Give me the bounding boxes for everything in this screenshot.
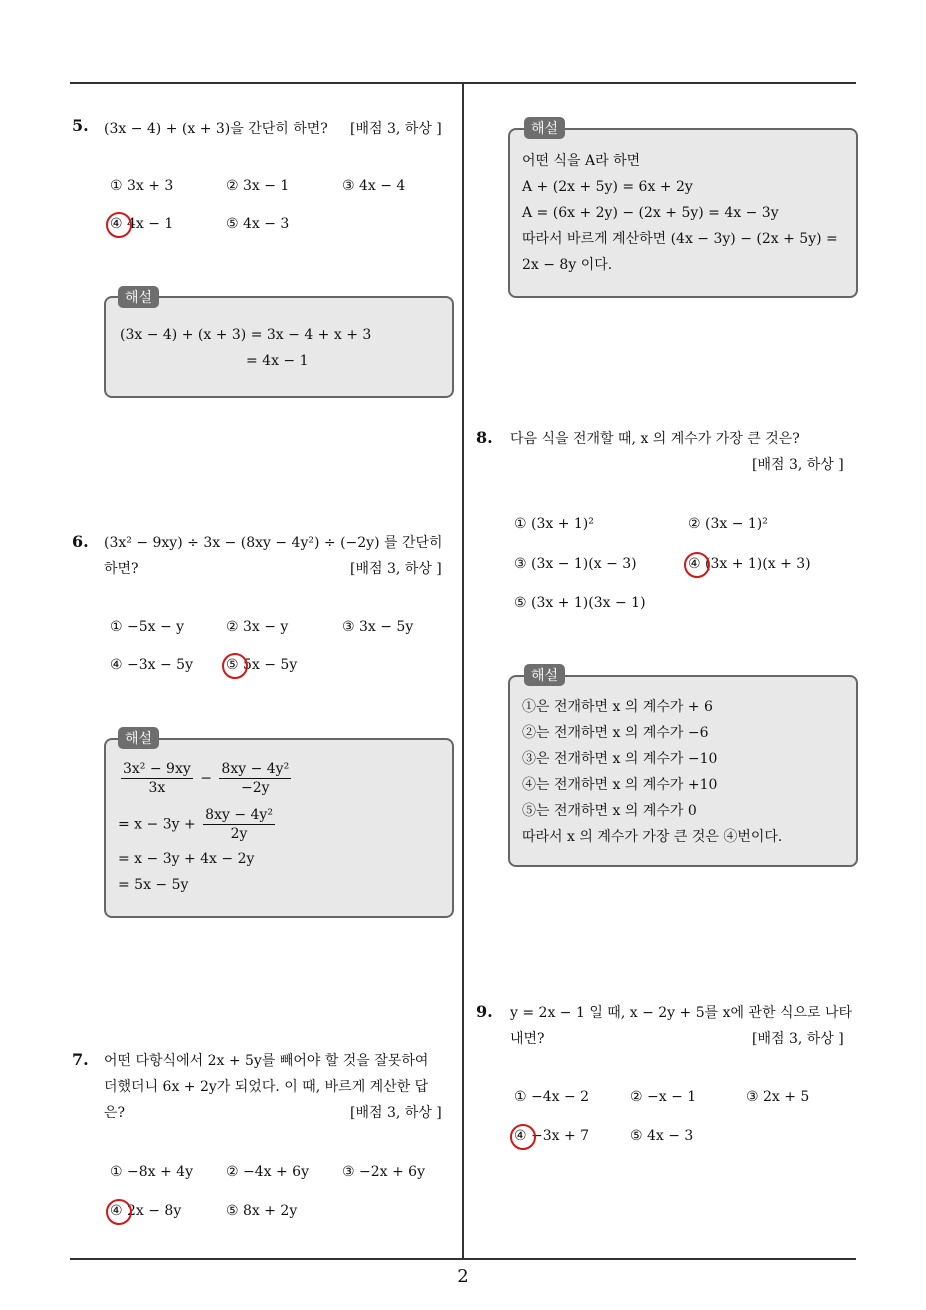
solution-line	[118, 760, 294, 797]
choice-5[interactable]: ⑤ 4x − 3	[630, 1128, 694, 1144]
solution-line: 2x − 8y 이다.	[522, 257, 613, 273]
choice-1[interactable]: ① (3x + 1)²	[514, 516, 594, 532]
question-text: 내면?	[510, 1031, 545, 1047]
choice-text: ④ −3x + 7	[514, 1128, 590, 1144]
solution-line: ②는 전개하면 x 의 계수가 −6	[522, 725, 709, 741]
solution-label: 해설	[118, 286, 159, 308]
solution-line: 따라서 x 의 계수가 가장 큰 것은 ④번이다.	[522, 829, 783, 845]
solution-line	[118, 806, 278, 843]
solution-label: 해설	[524, 664, 565, 686]
answer-mark	[684, 552, 710, 578]
fraction	[219, 760, 291, 797]
choice-2[interactable]: ② −4x + 6y	[226, 1164, 309, 1180]
solution-line: (3x − 4) + (x + 3) = 3x − 4 + x + 3	[120, 327, 372, 343]
answer-mark	[106, 212, 132, 238]
points-label: [배점 3, 하상 ]	[350, 561, 442, 577]
bottom-rule	[70, 1258, 856, 1260]
solution-line: ③은 전개하면 x 의 계수가 −10	[522, 751, 718, 767]
solution-line: = x − 3y + 4x − 2y	[118, 851, 255, 867]
choice-5[interactable]: ⑤ (3x + 1)(3x − 1)	[514, 595, 646, 611]
points-label: [배점 3, 하상 ]	[350, 1105, 442, 1121]
solution-line: A + (2x + 5y) = 6x + 2y	[522, 179, 693, 195]
solution-line: ④는 전개하면 x 의 계수가 +10	[522, 777, 718, 793]
choice-1[interactable]: ① 3x + 3	[110, 178, 174, 194]
question-text: 더했더니 6x + 2y가 되었다. 이 때, 바르게 계산한 답	[104, 1079, 429, 1095]
numerator: 8xy − 4y²	[205, 807, 273, 823]
choice-5[interactable]: ⑤ 4x − 3	[226, 216, 290, 232]
question-text: y = 2x − 1 일 때, x − 2y + 5를 x에 관한 식으로 나타	[510, 1005, 853, 1021]
answer-mark	[510, 1124, 536, 1150]
question-text: 은?	[104, 1105, 126, 1121]
points-label: [배점 3, 하상 ]	[350, 121, 442, 137]
choice-text: ④ 4x − 1	[110, 216, 174, 232]
solution-line: ①은 전개하면 x 의 계수가 + 6	[522, 699, 713, 715]
question-text: (3x − 4) + (x + 3)을 간단히 하면?	[104, 121, 328, 137]
numerator: 3x² − 9xy	[123, 761, 191, 777]
choice-text: ⑤ 5x − 5y	[226, 657, 298, 673]
solution-label: 해설	[118, 727, 159, 749]
choice-1[interactable]: ① −8x + 4y	[110, 1164, 193, 1180]
question-number: 6.	[72, 532, 89, 551]
choice-4[interactable]: ④ −3x − 5y	[110, 657, 193, 673]
solution-line: ⑤는 전개하면 x 의 계수가 0	[522, 803, 697, 819]
question-number: 8.	[476, 428, 493, 447]
choice-1[interactable]: ① −5x − y	[110, 619, 185, 635]
question-text: 다음 식을 전개할 때, x 의 계수가 가장 큰 것은?	[510, 431, 800, 447]
column-divider	[462, 83, 464, 1258]
solution-line: 따라서 바르게 계산하면 (4x − 3y) − (2x + 5y) =	[522, 231, 838, 247]
choice-2[interactable]: ② 3x − y	[226, 619, 289, 635]
solution-line: 어떤 식을 A라 하면	[522, 153, 641, 169]
question-text: 어떤 다항식에서 2x + 5y를 빼어야 할 것을 잘못하여	[104, 1053, 429, 1069]
choice-2[interactable]: ② −x − 1	[630, 1089, 697, 1105]
choice-5[interactable]	[226, 657, 297, 673]
choice-4[interactable]	[688, 556, 811, 572]
points-label: [배점 3, 하상 ]	[752, 457, 844, 473]
solution-label: 해설	[524, 117, 565, 139]
question-number: 7.	[72, 1050, 89, 1069]
denominator: 2y	[230, 826, 248, 842]
choice-3[interactable]: ③ 2x + 5	[746, 1089, 810, 1105]
operator: −	[200, 770, 212, 787]
points-label: [배점 3, 하상 ]	[752, 1031, 844, 1047]
fraction	[203, 806, 275, 843]
choice-text: ④ 2x − 8y	[110, 1203, 182, 1219]
choice-4[interactable]	[514, 1128, 589, 1144]
solution-line: = 4x − 1	[246, 353, 309, 369]
numerator: 8xy − 4y²	[221, 761, 290, 777]
expression: = x − 3y +	[118, 816, 196, 833]
choice-2[interactable]: ② (3x − 1)²	[688, 516, 768, 532]
choice-4[interactable]	[110, 1203, 181, 1219]
choice-1[interactable]: ① −4x − 2	[514, 1089, 590, 1105]
solution-line: A = (6x + 2y) − (2x + 5y) = 4x − 3y	[522, 205, 779, 221]
choice-2[interactable]: ② 3x − 1	[226, 178, 290, 194]
question-text: (3x² − 9xy) ÷ 3x − (8xy − 4y²) ÷ (−2y) 를 간단히	[104, 535, 443, 551]
question-number: 9.	[476, 1002, 493, 1021]
question-text: 하면?	[104, 561, 139, 577]
denominator: 3x	[148, 780, 166, 796]
solution-line: = 5x − 5y	[118, 877, 189, 893]
choice-text: ④ (3x + 1)(x + 3)	[688, 556, 811, 572]
choice-5[interactable]: ⑤ 8x + 2y	[226, 1203, 298, 1219]
denominator: −2y	[241, 780, 270, 796]
question-number: 5.	[72, 116, 89, 135]
choice-3[interactable]: ③ 3x − 5y	[342, 619, 414, 635]
choice-4[interactable]	[110, 216, 173, 232]
page-number: 2	[457, 1266, 469, 1287]
choice-3[interactable]: ③ (3x − 1)(x − 3)	[514, 556, 637, 572]
answer-mark	[222, 653, 248, 679]
fraction	[121, 760, 193, 797]
answer-mark	[106, 1199, 132, 1225]
choice-3[interactable]: ③ 4x − 4	[342, 178, 406, 194]
choice-3[interactable]: ③ −2x + 6y	[342, 1164, 425, 1180]
